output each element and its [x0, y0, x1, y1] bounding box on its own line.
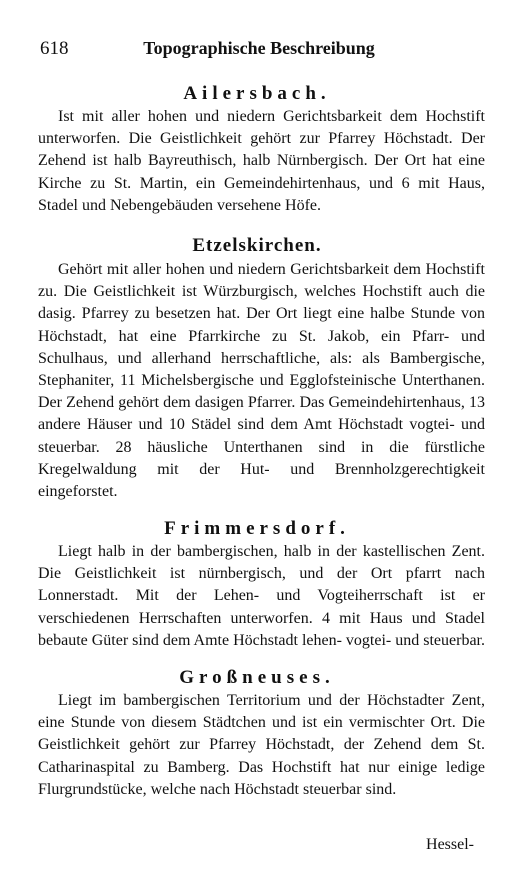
section-title-ailersbach: Ailersbach.: [183, 83, 331, 104]
page-number: 618: [40, 38, 69, 59]
section-text-etzelskirchen: Gehört mit aller hohen und niedern Gerichtsbarkeit dem Hochstift zu. Die Geistlichkeit ist Würzburgisch, welches Hochstift auch die dasig. Pfarrey zu besetzen hat. Der Ort liegt eine halbe Stunde von Höchstadt, hat eine Pfarrkirche zu St. Jakob, ein Pfarr- und Schulhaus, und allerhand herrschaftliche, als: als Bambergische, Stephaniter, 11 Michelsbergische und Egglofsteinische Unterthanen. Der Zehend gehört dem dasigen Pfarrer. Das Gemeindehirtenhaus, 13 andere Häuser und 10 Städel sind dem Amt Höchstadt vogtei- und steuerbar. 28 häusliche Unterthanen sind in die fürstliche Kregelwaldung mit der Hut- und Brennholzgerechtigkeit eingeforstet.: [38, 261, 485, 501]
section-title-etzelskirchen: Etzelskirchen.: [192, 235, 322, 256]
section-title-frimmersdorf: Frimmersdorf.: [164, 518, 350, 539]
catchword: Hessel-: [426, 836, 474, 853]
running-title: Topographische Beschreibung: [143, 38, 375, 58]
section-title-grossneuses: Großneuses.: [179, 667, 335, 688]
page-header: [28, 38, 490, 62]
section-text-ailersbach: Ist mit aller hohen und niedern Gerichtsbarkeit dem Hochstift unterworfen. Die Geistlichkeit gehört zur Pfarrey Höchstadt. Der Zehend ist halb Bayreuthisch, halb Nürnbergisch. Der Ort hat eine Kirche zu St. Martin, ein Gemeindehirtenhaus, und 6 mit Haus, Stadel und Nebengebäuden versehene Höfe.: [38, 108, 485, 214]
section-text-grossneuses: Liegt im bambergischen Territorium und der Höchstadter Zent, eine Stunde von diesem Städtchen und ist ein vermischter Ort. Die Geistlichkeit gehört zur Pfarrey Höchstadt, der Zehend dem St. Catharinaspital zu Bamberg. Das Hochstift hat nur einige ledige Flurgrundstücke, welche nach Höchstadt steuerbar sind.: [38, 692, 485, 798]
section-text-frimmersdorf: Liegt halb in der bambergischen, halb in der kastellischen Zent. Die Geistlichkeit ist nürnbergisch, und der Ort pfarrt nach Lonnerstadt. Mit der Lehen- und Vogteiherrschaft ist er verschiedenen Herrschaften unterworfen. 4 mit Haus und Stadel bebaute Güter sind dem Amte Höchstadt lehen- vogtei- und steuerbar.: [38, 543, 485, 649]
